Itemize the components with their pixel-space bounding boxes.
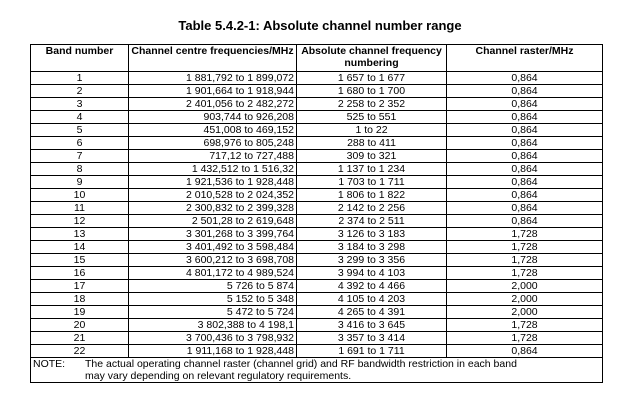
cell-centre-frequencies: 5 152 to 5 348 [129,293,297,306]
cell-channel-numbering: 1 691 to 1 711 [297,345,447,358]
cell-channel-numbering: 4 265 to 4 391 [297,306,447,319]
cell-band-number: 5 [31,124,129,137]
cell-centre-frequencies: 2 501,28 to 2 619,648 [129,215,297,228]
cell-band-number: 21 [31,332,129,345]
table-row [31,98,603,111]
header-channel-raster: Channel raster/MHz [447,45,603,72]
table-body [31,72,603,358]
cell-centre-frequencies: 1 901,664 to 1 918,944 [129,85,297,98]
cell-channel-numbering: 1 137 to 1 234 [297,163,447,176]
cell-band-number: 9 [31,176,129,189]
header-absolute-channel-numbering [297,45,447,72]
cell-band-number: 1 [31,72,129,85]
table-title: Table 5.4.2-1: Absolute channel number range [178,18,462,33]
cell-channel-raster: 0,864 [447,150,603,163]
cell-band-number: 14 [31,241,129,254]
cell-channel-raster: 0,864 [447,176,603,189]
note-cell [31,358,603,383]
note-label: NOTE: [33,358,66,370]
cell-band-number: 18 [31,293,129,306]
table-row [31,267,603,280]
cell-channel-raster: 0,864 [447,98,603,111]
table-row [31,345,603,358]
cell-channel-raster: 0,864 [447,137,603,150]
cell-channel-numbering: 3 416 to 3 645 [297,319,447,332]
cell-channel-numbering: 3 357 to 3 414 [297,332,447,345]
cell-centre-frequencies: 5 472 to 5 724 [129,306,297,319]
cell-channel-raster: 0,864 [447,189,603,202]
cell-channel-raster: 1,728 [447,254,603,267]
cell-centre-frequencies: 3 401,492 to 3 598,484 [129,241,297,254]
cell-centre-frequencies: 451,008 to 469,152 [129,124,297,137]
cell-centre-frequencies: 903,744 to 926,208 [129,111,297,124]
table-row [31,280,603,293]
note-text-line2: may vary depending on relevant regulatory requirements. [85,370,352,382]
header-number-text: Absolute channel frequency numbering [301,45,442,69]
cell-centre-frequencies: 1 921,536 to 1 928,448 [129,176,297,189]
table-row [31,85,603,98]
table-row [31,124,603,137]
note-text-line1: The actual operating channel raster (channel grid) and RF bandwidth restriction in each band [85,358,517,370]
cell-channel-raster: 1,728 [447,241,603,254]
cell-centre-frequencies: 3 600,212 to 3 698,708 [129,254,297,267]
cell-band-number: 3 [31,98,129,111]
cell-channel-raster: 1,728 [447,332,603,345]
cell-channel-raster: 2,000 [447,293,603,306]
cell-channel-numbering: 1 806 to 1 822 [297,189,447,202]
cell-channel-numbering: 288 to 411 [297,137,447,150]
table-row [31,150,603,163]
cell-channel-raster: 1,728 [447,267,603,280]
cell-channel-raster: 0,864 [447,215,603,228]
cell-band-number: 7 [31,150,129,163]
cell-channel-numbering: 1 703 to 1 711 [297,176,447,189]
header-band-number: Band number [31,45,129,72]
cell-centre-frequencies: 5 726 to 5 874 [129,280,297,293]
cell-band-number: 16 [31,267,129,280]
cell-centre-frequencies: 2 300,832 to 2 399,328 [129,202,297,215]
table-row [31,137,603,150]
cell-channel-raster: 0,864 [447,202,603,215]
cell-centre-frequencies: 698,976 to 805,248 [129,137,297,150]
cell-channel-numbering: 1 680 to 1 700 [297,85,447,98]
cell-centre-frequencies: 1 881,792 to 1 899,072 [129,72,297,85]
table-row [31,111,603,124]
cell-channel-raster: 0,864 [447,111,603,124]
cell-band-number: 12 [31,215,129,228]
cell-band-number: 8 [31,163,129,176]
table-header-row [31,45,603,72]
cell-channel-numbering: 309 to 321 [297,150,447,163]
note-row [31,358,603,383]
cell-channel-numbering: 3 994 to 4 103 [297,267,447,280]
cell-centre-frequencies: 2 010,528 to 2 024,352 [129,189,297,202]
table-row [31,241,603,254]
cell-band-number: 22 [31,345,129,358]
cell-channel-raster: 2,000 [447,280,603,293]
cell-channel-raster: 0,864 [447,72,603,85]
cell-centre-frequencies: 3 802,388 to 4 198,1 [129,319,297,332]
header-channel-centre-frequencies [129,45,297,72]
cell-band-number: 11 [31,202,129,215]
cell-channel-numbering: 3 299 to 3 356 [297,254,447,267]
cell-centre-frequencies: 3 700,436 to 3 798,932 [129,332,297,345]
cell-channel-numbering: 1 to 22 [297,124,447,137]
table-row [31,176,603,189]
cell-band-number: 17 [31,280,129,293]
cell-band-number: 10 [31,189,129,202]
cell-channel-numbering: 525 to 551 [297,111,447,124]
cell-channel-raster: 2,000 [447,306,603,319]
cell-channel-numbering: 3 184 to 3 298 [297,241,447,254]
table-row [31,319,603,332]
cell-channel-raster: 0,864 [447,345,603,358]
table-row [31,306,603,319]
cell-band-number: 20 [31,319,129,332]
cell-channel-numbering: 2 374 to 2 511 [297,215,447,228]
header-freq-text: Channel centre frequencies/MHz [131,45,294,57]
cell-centre-frequencies: 1 911,168 to 1 928,448 [129,345,297,358]
cell-band-number: 19 [31,306,129,319]
cell-band-number: 4 [31,111,129,124]
cell-channel-raster: 0,864 [447,163,603,176]
table-row [31,254,603,267]
table-row [31,163,603,176]
cell-centre-frequencies: 717,12 to 727,488 [129,150,297,163]
cell-centre-frequencies: 2 401,056 to 2 482,272 [129,98,297,111]
cell-centre-frequencies: 4 801,172 to 4 989,524 [129,267,297,280]
table-row [31,293,603,306]
cell-centre-frequencies: 1 432,512 to 1 516,32 [129,163,297,176]
cell-channel-numbering: 1 657 to 1 677 [297,72,447,85]
cell-centre-frequencies: 3 301,268 to 3 399,764 [129,228,297,241]
cell-band-number: 2 [31,85,129,98]
cell-channel-raster: 0,864 [447,124,603,137]
cell-channel-raster: 1,728 [447,319,603,332]
cell-channel-numbering: 3 126 to 3 183 [297,228,447,241]
cell-band-number: 15 [31,254,129,267]
cell-band-number: 6 [31,137,129,150]
cell-channel-numbering: 4 105 to 4 203 [297,293,447,306]
table-row [31,72,603,85]
cell-channel-numbering: 4 392 to 4 466 [297,280,447,293]
cell-channel-raster: 1,728 [447,228,603,241]
cell-channel-numbering: 2 258 to 2 352 [297,98,447,111]
table-row [31,202,603,215]
table-row [31,189,603,202]
cell-channel-raster: 0,864 [447,85,603,98]
table-row [31,228,603,241]
cell-band-number: 13 [31,228,129,241]
table-row [31,215,603,228]
table-row [31,332,603,345]
cell-channel-numbering: 2 142 to 2 256 [297,202,447,215]
channel-range-table [30,44,603,383]
